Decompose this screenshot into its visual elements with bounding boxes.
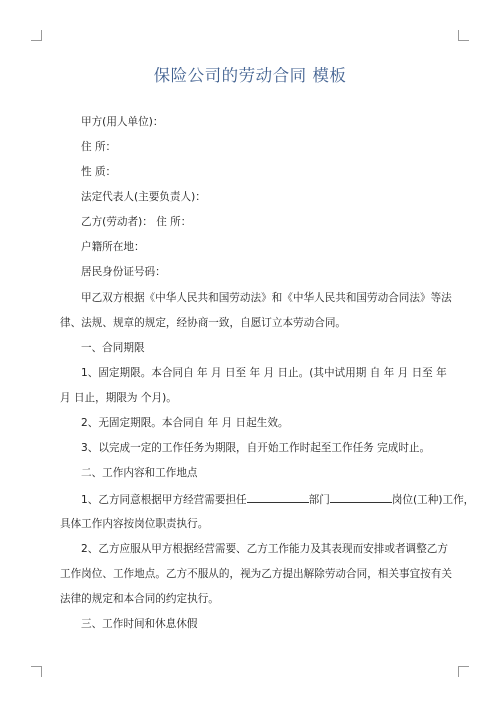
section-2-item-2-line-3: 法律的规定和本合同的约定执行。 — [60, 593, 219, 605]
blank-underline-department — [247, 492, 309, 503]
crop-mark-top-right — [458, 30, 469, 41]
party-b-household: 户籍所在地： — [81, 241, 145, 253]
preamble-line-2: 律、法规、规章的规定，经协商一致，自愿订立本劳动合同。 — [60, 317, 347, 329]
section-2-item-1-line-2: 具体工作内容按岗位职责执行。 — [60, 518, 209, 530]
blank-underline-position — [330, 492, 392, 503]
crop-mark-bottom-left — [31, 666, 42, 677]
preamble-line-1: 甲乙双方根据《中华人民共和国劳动法》和《中华人民共和国劳动合同法》等法 — [81, 292, 452, 304]
party-a-label: 甲方(用人单位)： — [81, 116, 164, 128]
section-2-item-2-line-1: 2、乙方应服从甲方根据经营需要、乙方工作能力及其表现而安排或者调整乙方 — [81, 543, 448, 555]
document-title: 保险公司的劳动合同 模板 — [153, 66, 347, 85]
party-b-id-number: 居民身份证号码： — [81, 266, 166, 278]
section-2-item-1-mid: 部门 — [308, 494, 330, 506]
crop-mark-top-left — [31, 30, 42, 41]
party-a-legal-rep: 法定代表人(主要负责人)： — [81, 191, 206, 203]
section-2-item-1-pre: 1、乙方同意根据甲方经营需要担任 — [81, 494, 247, 506]
section-1-item-1-line-2: 月 日止，期限为 个月)。 — [60, 392, 177, 404]
section-3-heading: 三、工作时间和休息休假 — [81, 618, 198, 630]
section-2-heading: 二、工作内容和工作地点 — [81, 467, 198, 479]
section-1-item-1-line-1: 1、固定期限。本合同自 年 月 日至 年 月 日止。(其中试用期 自 年 月 日至 年 — [81, 367, 447, 379]
section-1-item-2: 2、无固定期限。本合同自 年 月 日起生效。 — [81, 417, 289, 429]
section-2-item-2-line-2: 工作岗位、工作地点。乙方不服从的，视为乙方提出解除劳动合同，相关事宜按有关 — [60, 568, 452, 580]
section-2-item-1-post: 岗位(工种)工作， — [391, 494, 475, 506]
section-2-item-1-line-1 — [81, 492, 474, 507]
section-1-heading: 一、合同期限 — [81, 342, 145, 354]
party-b-label: 乙方(劳动者)： 住 所： — [81, 216, 192, 228]
section-1-item-3: 3、以完成一定的工作任务为期限，自开始工作时起至工作任务 完成时止。 — [81, 442, 431, 454]
crop-mark-bottom-right — [458, 666, 469, 677]
party-a-nature: 性 质： — [81, 166, 117, 178]
party-a-address: 住 所： — [81, 141, 117, 153]
